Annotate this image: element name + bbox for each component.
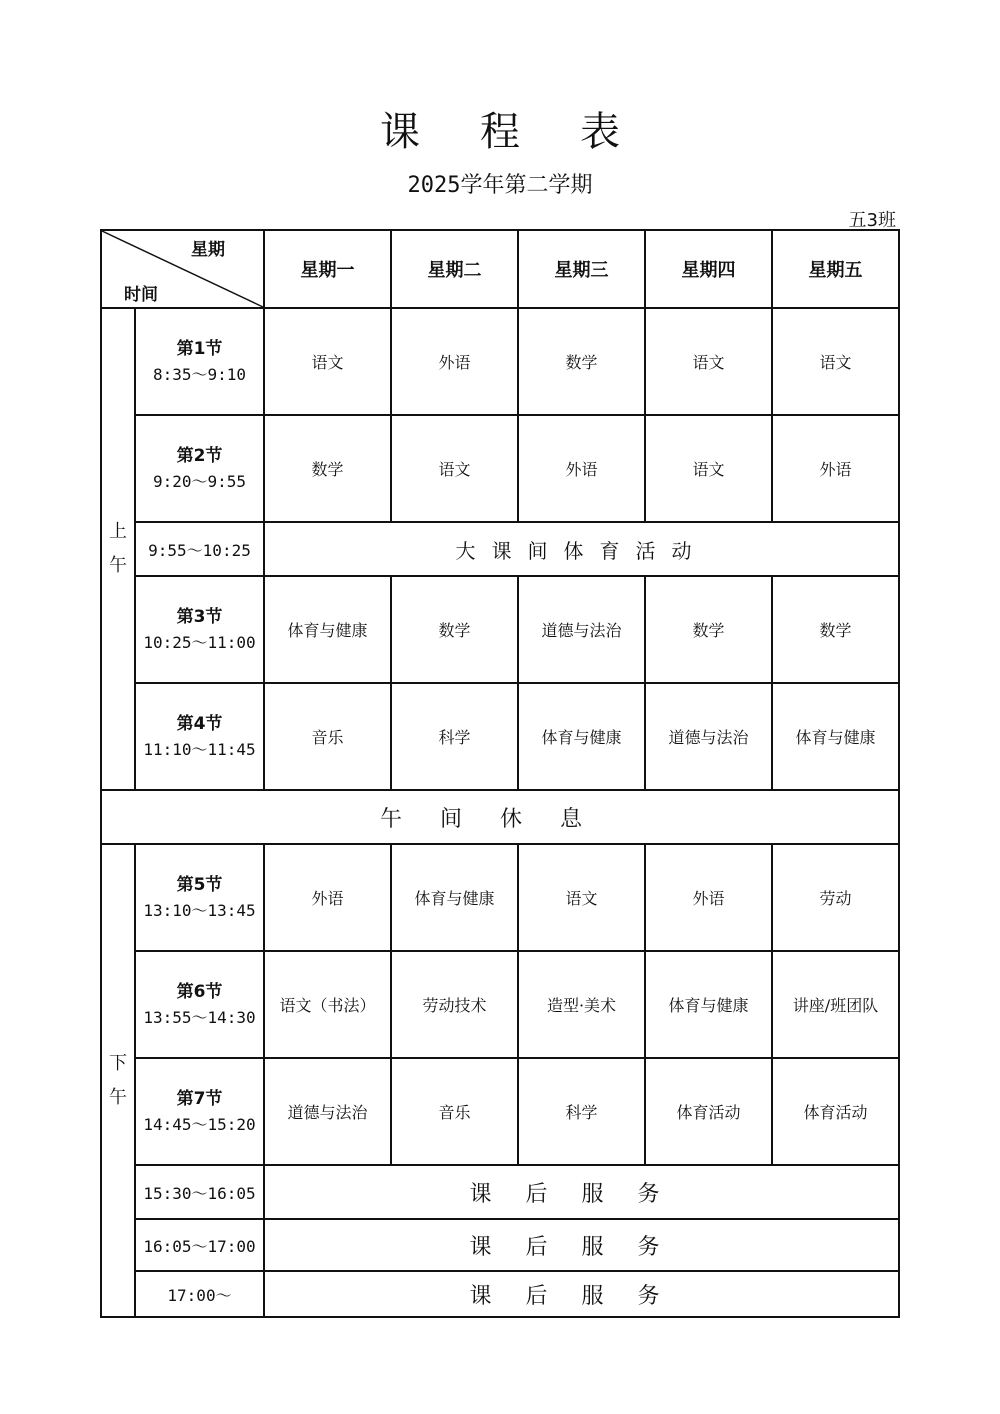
day-header: 星期三 (518, 230, 645, 308)
day-header: 星期一 (264, 230, 391, 308)
corner-time-label: 时间 (124, 285, 158, 305)
subject-cell: 劳动 (772, 844, 899, 951)
after-school-service: 课后服务 (264, 1271, 899, 1317)
period-row (101, 415, 899, 522)
subject-cell: 道德与法治 (645, 683, 772, 790)
subject-cell: 语文 (772, 308, 899, 415)
service-time: 17:00～ (135, 1271, 264, 1317)
period-time: 8:35～9:10 (152, 364, 247, 384)
class-label: 五3班 (848, 210, 896, 231)
period-row (101, 308, 899, 415)
subject-cell: 道德与法治 (264, 1058, 391, 1165)
corner-weekday-label: 星期 (191, 240, 225, 260)
subject-cell: 数学 (391, 576, 518, 683)
period-name: 第5节 (176, 874, 223, 895)
afternoon-label: 下 午 (101, 844, 135, 1317)
subject-cell: 音乐 (264, 683, 391, 790)
subject-cell: 外语 (645, 844, 772, 951)
period-name: 第6节 (176, 981, 223, 1002)
subject-cell: 科学 (391, 683, 518, 790)
subject-cell: 数学 (645, 576, 772, 683)
period-cell (135, 844, 264, 951)
subject-cell: 语文 (264, 308, 391, 415)
after-school-row (101, 1165, 899, 1219)
break-row (101, 522, 899, 576)
period-time: 11:10～11:45 (143, 739, 256, 759)
subject-cell: 语文 (391, 415, 518, 522)
period-time: 10:25～11:00 (143, 632, 256, 652)
subject-cell: 数学 (264, 415, 391, 522)
subject-cell: 外语 (391, 308, 518, 415)
day-header: 星期四 (645, 230, 772, 308)
subject-cell: 外语 (518, 415, 645, 522)
subject-cell: 体育与健康 (264, 576, 391, 683)
period-row (101, 576, 899, 683)
subject-cell: 体育与健康 (391, 844, 518, 951)
period-time: 13:55～14:30 (143, 1007, 256, 1027)
period-time: 14:45～15:20 (143, 1114, 256, 1134)
subject-cell: 体育活动 (772, 1058, 899, 1165)
period-name: 第7节 (176, 1088, 223, 1109)
day-header: 星期五 (772, 230, 899, 308)
period-cell (135, 308, 264, 415)
period-row (101, 844, 899, 951)
day-header: 星期二 (391, 230, 518, 308)
period-time: 9:20～9:55 (152, 471, 247, 491)
subject-cell: 体育与健康 (645, 951, 772, 1058)
subject-cell: 道德与法治 (518, 576, 645, 683)
subject-cell: 科学 (518, 1058, 645, 1165)
break-time: 9:55～10:25 (135, 522, 264, 576)
period-cell (135, 683, 264, 790)
subject-cell: 数学 (772, 576, 899, 683)
subject-cell: 语文 (518, 844, 645, 951)
morning-label: 上 午 (101, 308, 135, 790)
after-school-row (101, 1219, 899, 1271)
subject-cell: 音乐 (391, 1058, 518, 1165)
subject-cell: 造型·美术 (518, 951, 645, 1058)
period-cell (135, 1058, 264, 1165)
subject-cell: 讲座/班团队 (772, 951, 899, 1058)
semester-subtitle: 2025学年第二学期 (407, 173, 593, 198)
period-name: 第2节 (176, 445, 223, 466)
page-title: 课程表 (380, 109, 680, 155)
noon-row (101, 790, 899, 844)
service-time: 16:05～17:00 (135, 1219, 264, 1271)
subject-cell: 语文（书法） (264, 951, 391, 1058)
period-row (101, 683, 899, 790)
subject-cell: 体育与健康 (772, 683, 899, 790)
after-school-row (101, 1271, 899, 1317)
period-row (101, 951, 899, 1058)
period-name: 第1节 (176, 338, 223, 359)
after-school-service: 课后服务 (264, 1219, 899, 1271)
subject-cell: 体育活动 (645, 1058, 772, 1165)
after-school-service: 课后服务 (264, 1165, 899, 1219)
subject-cell: 语文 (645, 415, 772, 522)
period-row (101, 1058, 899, 1165)
subject-cell: 外语 (264, 844, 391, 951)
timetable (100, 229, 900, 1318)
subject-cell: 数学 (518, 308, 645, 415)
period-name: 第3节 (176, 606, 223, 627)
subject-cell: 外语 (772, 415, 899, 522)
big-break-activity: 大课间体育活动 (264, 522, 899, 576)
period-cell (135, 415, 264, 522)
period-cell (135, 951, 264, 1058)
corner-header-cell (101, 230, 264, 308)
header-row (101, 230, 899, 308)
period-cell (135, 576, 264, 683)
period-time: 13:10～13:45 (143, 900, 256, 920)
subject-cell: 语文 (645, 308, 772, 415)
period-name: 第4节 (176, 713, 223, 734)
subject-cell: 体育与健康 (518, 683, 645, 790)
subject-cell: 劳动技术 (391, 951, 518, 1058)
service-time: 15:30～16:05 (135, 1165, 264, 1219)
noon-break: 午间休息 (101, 790, 899, 844)
